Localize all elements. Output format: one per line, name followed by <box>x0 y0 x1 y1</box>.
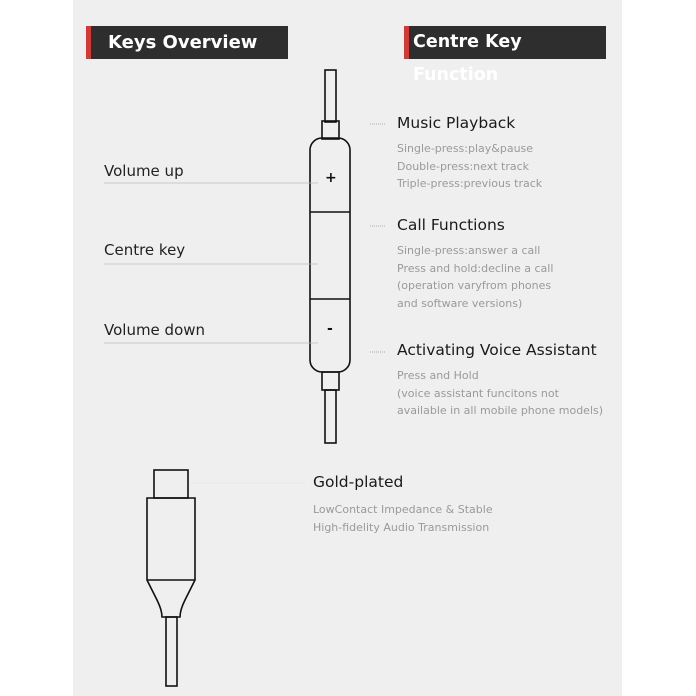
connector-title: Gold-plated <box>313 473 404 491</box>
desc-line: High-fidelity Audio Transmission <box>313 520 490 534</box>
function-description <box>397 242 553 312</box>
connector-description <box>313 501 493 536</box>
header-text: Centre Key Function <box>413 32 522 85</box>
desc-line: (operation varyfrom phones <box>397 279 552 292</box>
plus-symbol: + <box>325 170 337 186</box>
desc-line: Press and hold:decline a call <box>397 261 554 275</box>
minus-symbol: - <box>327 321 333 337</box>
desc-line: available in all mobile phone models) <box>397 404 604 417</box>
function-description <box>397 367 603 420</box>
function-title: Activating Voice Assistant <box>397 341 597 359</box>
desc-line: (voice assistant funcitons not <box>397 386 559 400</box>
remote-collar-top <box>322 121 339 139</box>
desc-line: and software versions) <box>397 296 523 310</box>
remote-cable-top <box>325 70 336 122</box>
remote-cable-bottom <box>325 390 336 443</box>
header-text: Keys Overview <box>108 32 258 53</box>
function-title: Music Playback <box>397 114 516 132</box>
desc-line: Press and Hold <box>397 369 479 382</box>
desc-line: Double-press:next track <box>397 159 530 173</box>
desc-line: Triple-press:previous track <box>397 177 543 190</box>
function-description <box>397 140 542 193</box>
key-label-volume-up: Volume up <box>104 162 184 180</box>
desc-line: LowContact Impedance & Stable <box>313 503 493 516</box>
connector-body <box>147 498 195 617</box>
desc-line: Single-press:answer a call <box>397 244 541 257</box>
remote-collar-bottom <box>322 372 339 390</box>
desc-line: Single-press:play&pause <box>397 142 534 155</box>
connector-plug <box>154 470 188 498</box>
connector-cable <box>166 617 177 686</box>
function-title: Call Functions <box>397 216 505 234</box>
key-label-volume-down: Volume down <box>104 321 206 339</box>
key-label-centre: Centre key <box>104 241 186 259</box>
